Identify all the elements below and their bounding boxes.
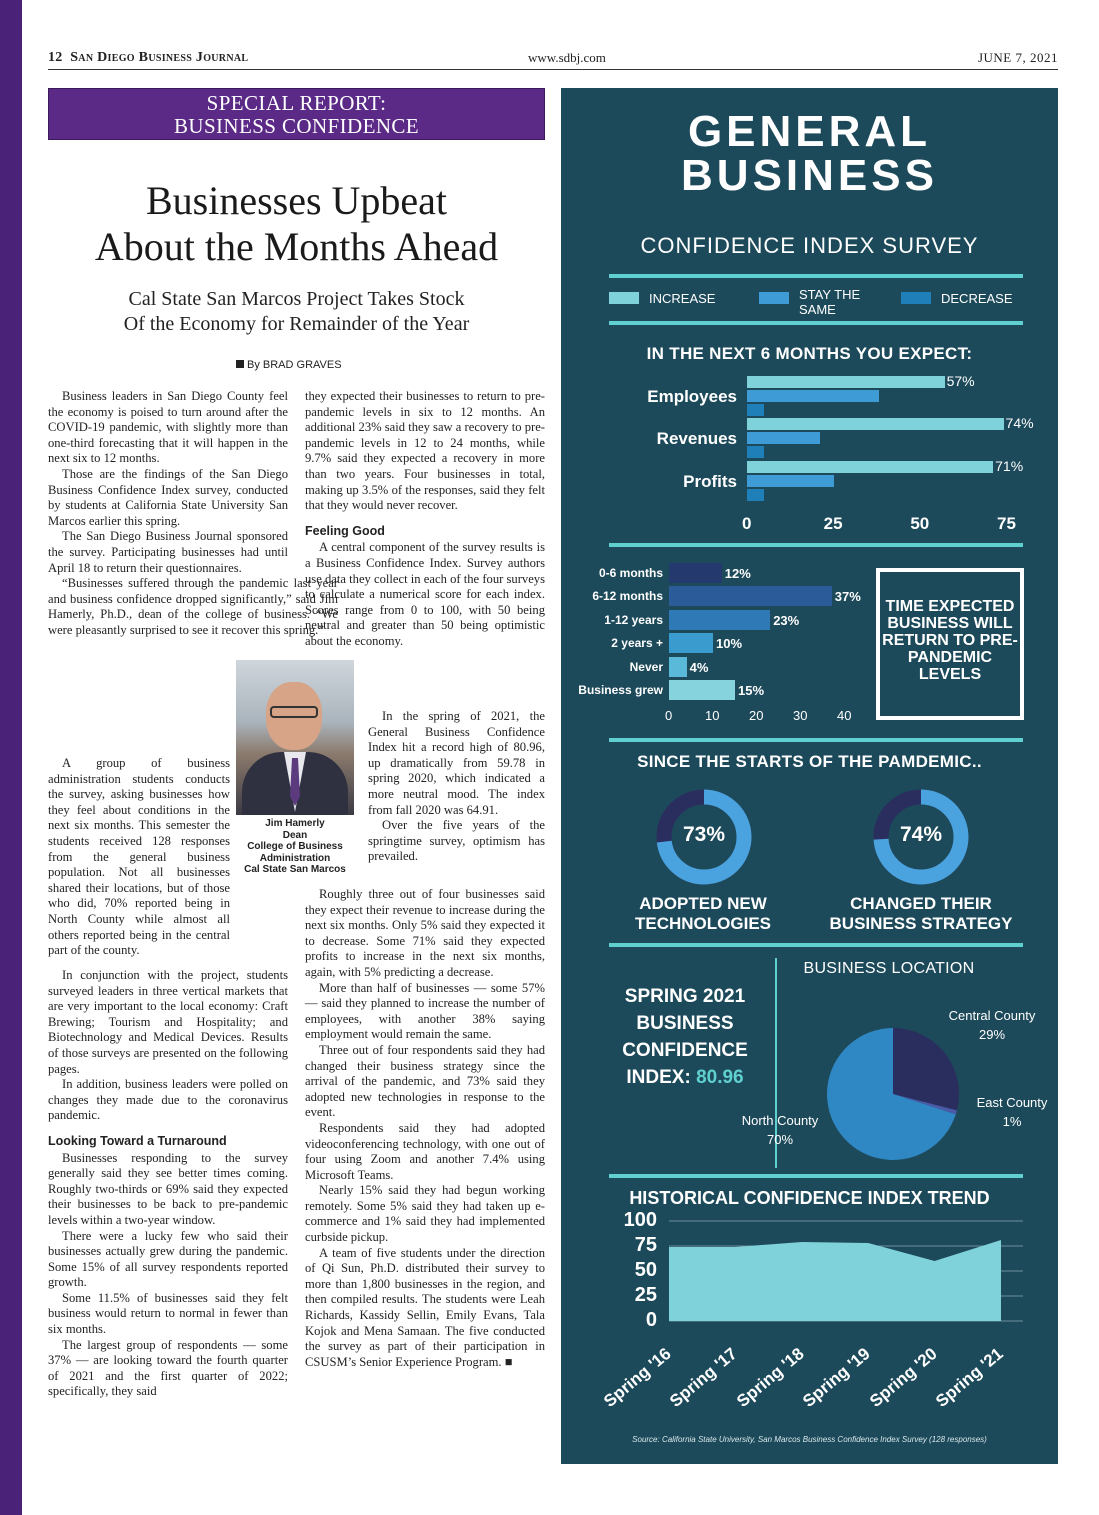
recovery-x-tick: 20 [749,708,764,723]
article-headline [48,178,545,270]
bar-category-label: Profits [683,472,737,491]
donut-strategy-value: 74% [899,823,943,846]
site-url[interactable]: www.sdbj.com [528,50,606,65]
recovery-category-label: 0-6 months [598,566,663,580]
index-label: INDEX: [626,1067,691,1088]
infographic-panel [561,88,1058,1464]
paragraph: A central component of the survey results is a Business Confidence Index. Survey authors use data they collect in each of the four surveys to calculate a numerical score for each index. Scores range from 0 to 100, with 50 being neutral and greater than 50 being optimistic about the economy. [305,540,545,648]
donut-strategy-label: CHANGED THEIR BUSINESS STRATEGY [829,894,1013,933]
article-column-1-wrap [48,756,230,959]
paragraph: There were a lucky few who said their businesses actually grew during the pandemic. Some 15% of all survey respondents reported growth. [48,1228,288,1290]
page-number-and-title: 12 San Diego Business Journal [48,50,249,65]
y-axis-tick: 100 [623,1209,657,1231]
pie-label-value: 70% [766,1132,794,1147]
bar-value-label: 74% [1005,415,1034,431]
trend-chart-title: HISTORICAL CONFIDENCE INDEX TREND [629,1188,990,1208]
pie-label-text: North County [741,1113,819,1128]
paragraph: Three out of four respondents said they had changed their business strategy since the arrival of the pandemic, and 73% said they adopted new technologies in response to the event. [305,1042,545,1120]
recovery-value-label: 15% [738,683,765,698]
subheading: Looking Toward a Turnaround [48,1133,227,1148]
index-line: SPRING 2021 [624,986,746,1007]
article-column-1 [48,389,338,639]
recovery-value-label: 10% [716,636,743,652]
recovery-x-tick: 30 [793,708,808,723]
legend-same: STAY THE SAME [799,287,861,317]
x-axis-tick: 75 [997,514,1016,533]
portrait-photo [236,660,354,815]
paragraph: In the spring of 2021, the General Business Confidence Index hit a record high of 80.96, up dramatically from 59.78 in spring 2020, which indicated a more neutral mood. The index from fall 2020 was 64.91. [368,709,545,817]
headline-line2: About the Months Ahead [94,224,499,269]
page-header [48,48,1058,70]
special-report-banner [48,88,545,140]
issue-date: JUNE 7, 2021 [977,50,1058,65]
byline-square-icon [236,360,244,368]
paragraph: Respondents said they had adopted videoconferencing technology, with one out of four using Zoom and another 7.4% using Microsoft Teams. [305,1120,545,1182]
infographic-subtitle: CONFIDENCE INDEX SURVEY [640,233,979,258]
article-subhead [48,287,545,337]
caption-line: Dean [282,829,308,841]
article-column-2-wrap [368,709,545,865]
paragraph: In addition, business leaders were polled on changes they made due to the coronavirus pandemic. [48,1077,288,1123]
paragraph: A team of five students under the direction of Qi Sun, Ph.D. distributed their survey to more than 1,800 businesses in the region, and then compiled results. The students were Leah Richards, Kassidy Sellin, Emily Evans, Tala Kojok and Mena Samaan. The five conducted the survey as part of their participation in CSUSM’s Senior Experience Program. ■ [305,1245,545,1369]
subhead-line2: Of the Economy for Remainder of the Year [123,313,470,335]
x-axis-tick: Spring '16 [600,1344,675,1411]
recovery-category-label: 6-12 months [592,589,663,604]
caption-line: Jim Hamerly [265,818,325,829]
index-value: 80.96 [696,1067,744,1088]
recovery-value-label: 12% [724,566,751,581]
trend-area [669,1240,1001,1321]
y-axis-tick: 0 [645,1309,657,1331]
title-line1: GENERAL [687,107,932,156]
headline-line1: Businesses Upbeat [145,178,448,223]
bar-category-label: Revenues [656,429,737,448]
title-line2: BUSINESS [681,151,938,200]
legend-decrease: DECREASE [941,291,1013,306]
legend-increase: INCREASE [649,291,716,306]
donut-technologies-label: ADOPTED NEW TECHNOLOGIES [634,894,771,933]
paragraph: Roughly three out of four businesses said they expect their revenue to increase during the next six months. Only 5% said they expected it to decrease. Some 71% said they expected profits to increase in the next six months, again, with 5% predicting a decrease. [305,887,545,979]
paragraph: they expected their businesses to return to pre-pandemic levels in six to 12 months. An additional 23% said they saw a recovery to pre-pandemic levels in 12 to 24 months, while 9.7% said they expected a recovery in more than two years. Four businesses in total, making up 3.5% of the responses, said they felt that they would never recover. [305,389,545,513]
paragraph: Some 11.5% of businesses said they felt business would return to normal in fewer than six months. [48,1290,288,1337]
recovery-value-label: 4% [689,659,709,675]
recovery-category-label: 1-12 years [604,612,663,627]
index-line: CONFIDENCE [622,1040,748,1061]
recovery-x-tick: 10 [705,708,720,723]
recovery-value-label: 37% [834,589,861,605]
location-title: BUSINESS LOCATION [803,960,975,977]
caption-line: Cal State San Marcos [244,864,346,875]
y-axis-tick: 50 [634,1259,657,1281]
banner-line1: SPECIAL REPORT: [206,91,387,115]
byline-text: By BRAD GRAVES [247,359,342,371]
pie-label-text: Central County [948,1008,1036,1023]
donut-technologies-value: 73% [682,823,726,846]
x-axis-tick: Spring '20 [865,1344,941,1411]
paragraph: Those are the findings of the San Diego Business Confidence Index survey, conducted by students at California State University San Marcos earlier this spring. [48,466,288,528]
caption-line: Administration [259,852,331,864]
x-axis-tick: Spring '17 [666,1344,742,1411]
bar-value-label: 71% [995,458,1024,474]
x-axis-tick: Spring '19 [799,1344,874,1411]
paragraph: The San Diego Business Journal sponsored the survey. Participating businesses had until April 18 to return their questionnaires. [48,529,288,575]
paragraph: More than half of businesses — some 57% — said they planned to increase the number of employees, with another 38% saying employment would remain the same. [305,980,545,1042]
pie-label-value: 1% [1002,1114,1022,1129]
pie-label-text: East County [976,1095,1048,1110]
recovery-category-label: Never [629,659,663,674]
subhead-line1: Cal State San Marcos Project Takes Stock [128,288,465,310]
article-column-2-lower [305,887,545,1370]
photo-glasses [270,706,318,718]
paragraph: “Businesses suffered through the pandemic last year and business confidence dropped significantly,” said Jim Hamerly, Ph.D., dean of the college of business. “We were pleasantly surprised to see it recover this spring.” [48,576,338,637]
bar-category-label: Employees [647,387,737,406]
trend-area-svg [561,88,1058,1464]
purple-edge-bar [0,0,22,1515]
recovery-value-label: 23% [773,612,800,628]
paragraph: Nearly 15% said they had begun working remotely. Some 5% said they had taken up e-commerce and 1% said they had implemented curbside pickup. [305,1183,545,1245]
index-line: BUSINESS [636,1013,734,1034]
subheading: Feeling Good [305,523,385,538]
paragraph: In conjunction with the project, students surveyed leaders in three vertical markets that are very important to the local economy: Craft Brewing; Tourism and Hospitality; and Biotechnology and Medical Devices. Results of those surveys are presented on the following pages. [48,968,288,1076]
caption-line: College of Business [247,841,343,852]
byline [236,359,342,371]
x-axis-tick: Spring '21 [932,1344,1007,1411]
expect-chart-title: IN THE NEXT 6 MONTHS YOU EXPECT: [646,344,973,363]
recovery-category-label: Business grew [578,683,663,697]
paragraph: A group of business administration students conducts the survey, asking businesses how they feel about conditions in the next six months. This semester the students received 128 responses from the general business population. Not all businesses shared their locations, but of those who did, 70% reported being in North County while almost all others reported being in the central part of the county. [48,756,230,958]
article-column-2 [305,389,545,650]
paragraph: Businesses responding to the survey generally said they see better times coming. Roughly two-thirds or 69% said they expected their businesses to be back to pre-pandemic levels within a two-year window. [48,1150,288,1227]
recovery-chart-title-box: TIME EXPECTED BUSINESS WILL RETURN TO PRE-PANDEMIC LEVELS [876,568,1024,720]
banner-line2: BUSINESS CONFIDENCE [173,114,420,138]
x-axis-tick: 50 [910,514,930,533]
recovery-x-tick: 40 [837,708,852,723]
recovery-x-tick: 0 [665,708,673,723]
recovery-category-label: 2 years + [611,636,663,651]
paragraph: Business leaders in San Diego County feel the economy is poised to turn around after the COVID-19 pandemic, with slightly more than one-third forecasting that it will happen in the next six to 12 months. [48,389,288,466]
pandemic-section-title: SINCE THE STARTS OF THE PAMDEMIC.. [637,752,982,771]
y-axis-tick: 25 [634,1284,657,1306]
paragraph: Over the five years of the springtime survey, optimism has prevailed. [368,818,545,864]
x-axis-tick: Spring '18 [732,1344,808,1411]
y-axis-tick: 75 [634,1234,657,1256]
paragraph: The largest group of respondents — some 37% — are looking toward the fourth quarter of 2021 and the first quarter of 2022; specifically, they said [48,1337,288,1399]
article-column-1-lower [48,968,288,1400]
bar-value-label: 57% [946,373,975,389]
source-note: Source: California State University, San Marcos Business Confidence Index Survey (128 responses) [632,1435,987,1444]
x-axis-tick: 25 [823,514,843,533]
photo-caption [236,818,354,876]
pie-label-value: 29% [978,1027,1006,1042]
x-axis-tick: 0 [742,514,752,533]
